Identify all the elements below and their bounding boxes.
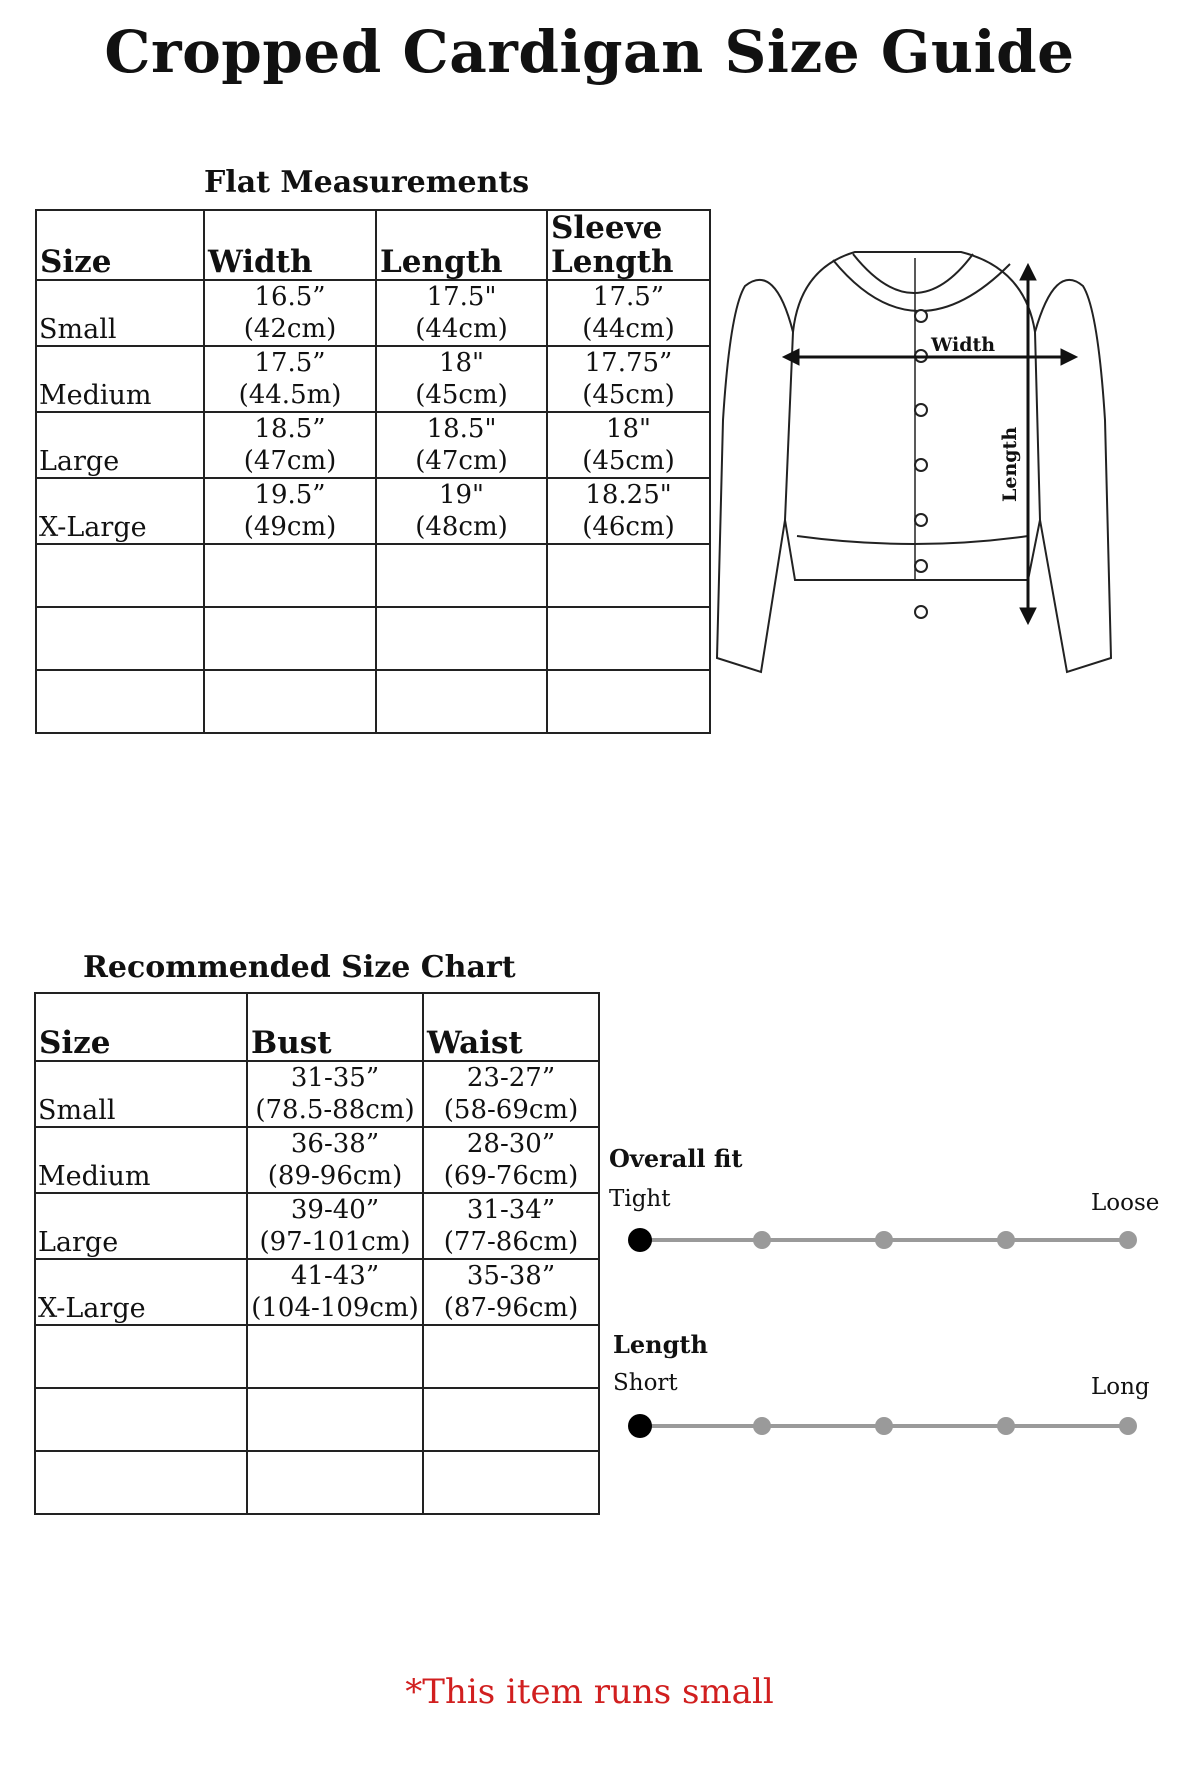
flat-measurements-title: Flat Measurements: [204, 165, 530, 200]
length-cell: [376, 280, 547, 346]
waist-cell: [423, 1127, 599, 1193]
waist-cell-line: 23-27”: [466, 1063, 556, 1093]
width-cell-line: 19.5”: [254, 480, 326, 510]
bust-cell-line: 36-38”: [290, 1129, 380, 1159]
length-cell-line: (47cm): [415, 446, 508, 476]
table-row: [36, 280, 710, 346]
scale-dot: [997, 1417, 1015, 1435]
length-arrow-top-head: [1020, 264, 1036, 280]
header-width: Width: [204, 210, 376, 280]
bust-cell-line: 41-43”: [290, 1261, 380, 1291]
cardigan-waistband: [797, 536, 1028, 544]
button: [915, 459, 927, 471]
header-size: Size: [36, 210, 204, 280]
table-header-row: [36, 210, 710, 280]
header-size: Size: [35, 993, 247, 1061]
empty-cell: [376, 607, 547, 670]
empty-cell: [35, 1325, 247, 1388]
bust-cell-line: 31-35”: [290, 1063, 380, 1093]
empty-table-row: [35, 1451, 599, 1514]
sleeve-length-cell-line: (44cm): [582, 314, 675, 344]
scale-dot: [1119, 1417, 1137, 1435]
recommended-size-table: [34, 992, 600, 1515]
sleeve-length-cell: [547, 280, 710, 346]
table-header-row: [35, 993, 599, 1061]
header-length: Length: [376, 210, 547, 280]
header-sleeve-length: Sleeve Length: [547, 210, 710, 280]
width-cell-line: (42cm): [243, 314, 337, 344]
sleeve-length-cell-line: (45cm): [582, 446, 675, 476]
empty-cell: [204, 670, 376, 733]
sleeve-length-cell-line: 18.25": [585, 480, 672, 510]
table-row: [35, 1259, 599, 1325]
bust-cell: [247, 1061, 423, 1127]
overall-fit-scale: [620, 1220, 1150, 1260]
sleeve-length-cell-line: 18": [605, 414, 652, 444]
sleeve-length-cell: [547, 346, 710, 412]
width-cell: [204, 412, 376, 478]
length-cell-line: 18.5": [426, 414, 497, 444]
empty-table-row: [35, 1388, 599, 1451]
size-cell: Large: [35, 1193, 247, 1259]
width-cell-line: (44.5m): [238, 380, 342, 410]
empty-cell: [247, 1325, 423, 1388]
bust-cell-line: (104-109cm): [251, 1293, 419, 1323]
length-scale-title: Length: [613, 1330, 708, 1359]
scale-dot: [875, 1231, 893, 1249]
bust-cell-line: (97-101cm): [259, 1227, 411, 1257]
width-cell-line: 18.5”: [254, 414, 326, 444]
width-cell: [204, 478, 376, 544]
cardigan-left-sleeve: [717, 280, 793, 672]
waist-cell: [423, 1061, 599, 1127]
cardigan-body-outline: [785, 252, 1040, 580]
size-cell: Small: [36, 280, 204, 346]
empty-cell: [547, 544, 710, 607]
button: [915, 404, 927, 416]
waist-cell-line: (87-96cm): [443, 1293, 579, 1323]
fit-min-label: Tight: [609, 1186, 671, 1212]
length-label: Length: [999, 426, 1021, 502]
empty-cell: [36, 607, 204, 670]
table-row: [36, 478, 710, 544]
width-cell-line: (49cm): [243, 512, 337, 542]
waist-cell: [423, 1193, 599, 1259]
cardigan-right-sleeve: [1035, 280, 1111, 672]
length-cell-line: (45cm): [415, 380, 508, 410]
waist-cell-line: 31-34”: [466, 1195, 556, 1225]
table-row: [35, 1061, 599, 1127]
bust-cell: [247, 1259, 423, 1325]
bust-cell: [247, 1193, 423, 1259]
scale-dot: [1119, 1231, 1137, 1249]
fit-max-label: Loose: [1091, 1190, 1160, 1216]
empty-cell: [35, 1451, 247, 1514]
length-max-label: Long: [1091, 1374, 1150, 1400]
empty-cell: [247, 1388, 423, 1451]
size-cell: X-Large: [36, 478, 204, 544]
empty-cell: [204, 607, 376, 670]
overall-fit-title: Overall fit: [609, 1144, 743, 1173]
header-waist: Waist: [423, 993, 599, 1061]
scale-selected-dot: [628, 1414, 652, 1438]
sleeve-length-cell-line: 17.75”: [584, 348, 673, 378]
scale-dot: [997, 1231, 1015, 1249]
width-label: Width: [931, 334, 996, 356]
empty-cell: [36, 670, 204, 733]
size-cell: Small: [35, 1061, 247, 1127]
length-scale: [620, 1406, 1150, 1446]
waist-cell-line: (77-86cm): [443, 1227, 579, 1257]
waist-cell-line: 35-38”: [466, 1261, 556, 1291]
length-cell-line: 17.5": [426, 282, 497, 312]
length-cell-line: (48cm): [415, 512, 508, 542]
waist-cell-line: (69-76cm): [443, 1161, 579, 1191]
width-cell-line: (47cm): [243, 446, 337, 476]
size-cell: Medium: [35, 1127, 247, 1193]
size-cell: Medium: [36, 346, 204, 412]
cardigan-collar-inner: [853, 254, 973, 293]
cardigan-diagram: [705, 240, 1125, 680]
table-row: [35, 1127, 599, 1193]
length-cell: [376, 346, 547, 412]
empty-table-row: [36, 607, 710, 670]
size-cell: Large: [36, 412, 204, 478]
button: [915, 560, 927, 572]
sleeve-length-cell-line: (45cm): [582, 380, 675, 410]
sleeve-length-cell: [547, 478, 710, 544]
empty-cell: [547, 670, 710, 733]
button: [915, 606, 927, 618]
bust-cell-line: (78.5-88cm): [255, 1095, 415, 1125]
table-row: [36, 346, 710, 412]
sleeve-length-cell: [547, 412, 710, 478]
waist-cell-line: 28-30”: [466, 1129, 556, 1159]
length-min-label: Short: [613, 1370, 678, 1396]
empty-table-row: [35, 1325, 599, 1388]
empty-cell: [547, 607, 710, 670]
waist-cell: [423, 1259, 599, 1325]
width-cell: [204, 280, 376, 346]
length-cell: [376, 412, 547, 478]
width-cell-line: 16.5”: [254, 282, 326, 312]
button: [915, 310, 927, 322]
scale-dot: [875, 1417, 893, 1435]
empty-cell: [376, 544, 547, 607]
bust-cell-line: (89-96cm): [267, 1161, 403, 1191]
empty-table-row: [36, 670, 710, 733]
empty-cell: [423, 1451, 599, 1514]
scale-selected-dot: [628, 1228, 652, 1252]
scale-dot: [753, 1417, 771, 1435]
bust-cell: [247, 1127, 423, 1193]
empty-cell: [423, 1325, 599, 1388]
cardigan-collar-outer: [833, 260, 1010, 311]
width-arrow-right-head: [1061, 349, 1077, 365]
waist-cell-line: (58-69cm): [443, 1095, 579, 1125]
width-cell-line: 17.5”: [254, 348, 326, 378]
empty-cell: [423, 1388, 599, 1451]
sleeve-length-cell-line: 17.5”: [592, 282, 665, 312]
size-cell: X-Large: [35, 1259, 247, 1325]
sleeve-length-cell-line: (46cm): [582, 512, 675, 542]
runs-small-note: *This item runs small: [405, 1672, 774, 1712]
button: [915, 514, 927, 526]
table-row: [35, 1193, 599, 1259]
empty-cell: [35, 1388, 247, 1451]
empty-cell: [376, 670, 547, 733]
length-cell-line: 19": [438, 480, 485, 510]
length-cell: [376, 478, 547, 544]
empty-cell: [204, 544, 376, 607]
bust-cell-line: 39-40”: [290, 1195, 380, 1225]
scale-dot: [753, 1231, 771, 1249]
length-cell-line: 18": [438, 348, 485, 378]
page-title: Cropped Cardigan Size Guide: [104, 18, 1075, 86]
empty-cell: [247, 1451, 423, 1514]
empty-cell: [36, 544, 204, 607]
flat-measurements-table: [35, 209, 711, 734]
length-arrow-bottom-head: [1020, 608, 1036, 624]
recommended-size-chart-title: Recommended Size Chart: [83, 950, 516, 985]
table-row: [36, 412, 710, 478]
header-bust: Bust: [247, 993, 423, 1061]
length-cell-line: (44cm): [415, 314, 508, 344]
empty-table-row: [36, 544, 710, 607]
width-cell: [204, 346, 376, 412]
